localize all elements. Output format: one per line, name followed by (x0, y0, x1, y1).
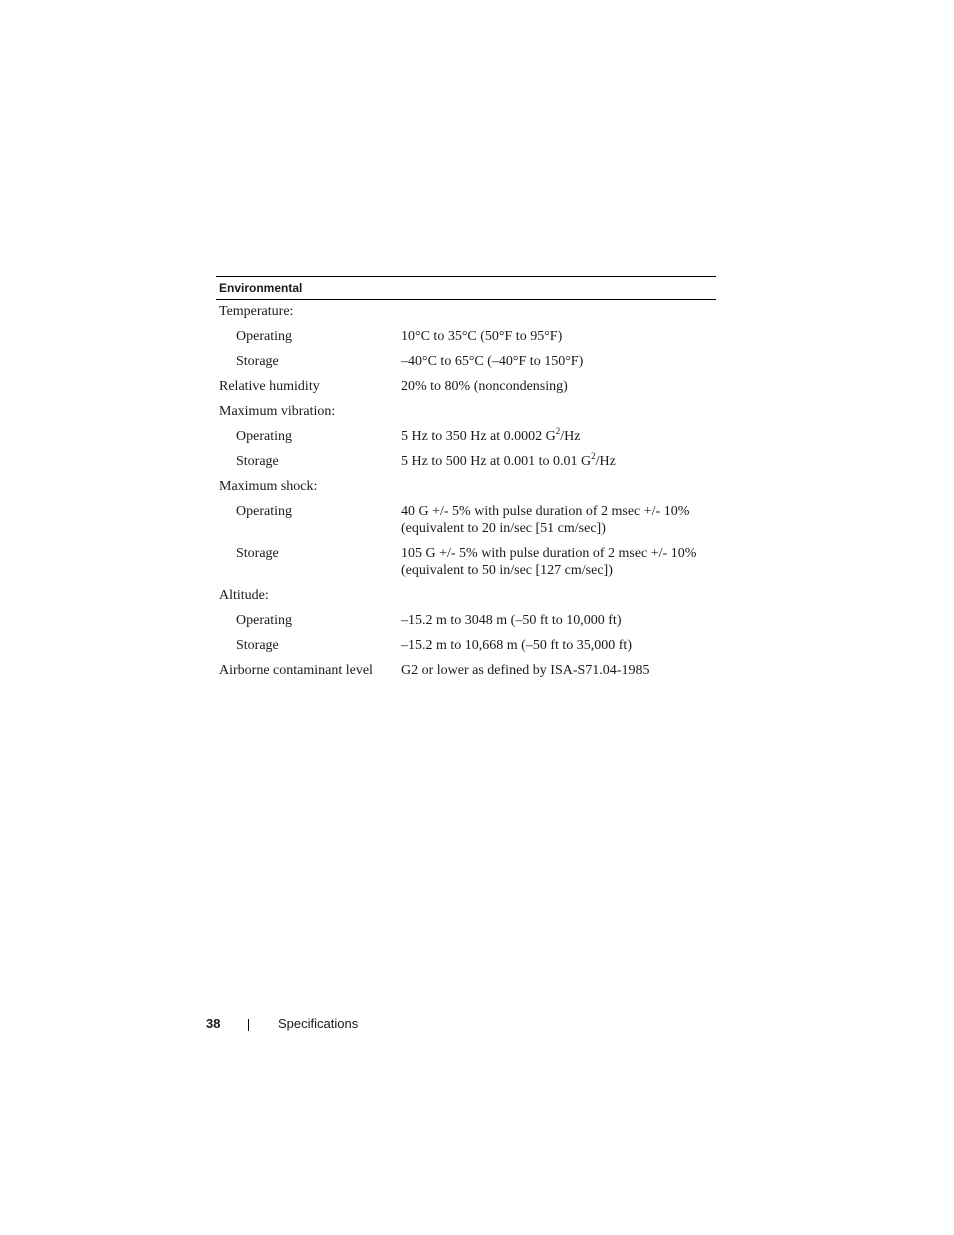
humidity-label: Relative humidity (219, 379, 320, 394)
temperature-operating-row (216, 325, 716, 350)
humidity-value: 20% to 80% (noncondensing) (401, 379, 568, 394)
footer-section-name: Specifications (278, 1016, 359, 1031)
shock-storage-value-line1: 105 G +/- 5% with pulse duration of 2 msec +/- 10% (401, 546, 697, 561)
shock-storage-row (216, 542, 716, 584)
table-body (216, 300, 716, 684)
vibration-storage-label: Storage (236, 454, 279, 469)
shock-operating-row (216, 500, 716, 542)
contaminant-row (216, 659, 716, 684)
shock-storage-value (401, 545, 716, 579)
page-footer (206, 1016, 506, 1034)
shock-operating-value-line2: (equivalent to 20 in/sec [51 cm/sec]) (401, 521, 606, 536)
shock-label: Maximum shock: (219, 479, 318, 494)
vibration-storage-value (401, 453, 716, 470)
vibration-operating-exponent: 2 (555, 426, 561, 436)
altitude-storage-row (216, 634, 716, 659)
vibration-storage-exponent: 2 (591, 451, 596, 461)
vibration-operating-value-main: 5 Hz to 350 Hz at 0.0002 G (401, 429, 556, 444)
temperature-label: Temperature: (219, 304, 294, 319)
page-number: 38 (206, 1016, 221, 1031)
vibration-operating-label: Operating (236, 429, 292, 444)
shock-operating-label: Operating (236, 504, 292, 519)
vibration-storage-value-main: 5 Hz to 500 Hz at 0.001 to 0.01 G (401, 454, 592, 469)
vibration-label: Maximum vibration: (219, 404, 336, 419)
altitude-operating-label: Operating (236, 613, 292, 628)
shock-storage-value-line2: (equivalent to 50 in/sec [127 cm/sec]) (401, 563, 613, 578)
temperature-storage-label: Storage (236, 354, 279, 369)
vibration-operating-row (216, 425, 716, 450)
vibration-row (216, 400, 716, 425)
contaminant-label: Airborne contaminant level (219, 663, 373, 678)
vibration-storage-row (216, 450, 716, 475)
temperature-operating-value: 10°C to 35°C (50°F to 95°F) (401, 329, 563, 344)
vibration-operating-value (401, 428, 716, 445)
contaminant-value: G2 or lower as defined by ISA-S71.04-1985 (401, 663, 650, 678)
shock-operating-value (401, 503, 716, 537)
environmental-spec-table (216, 276, 716, 684)
footer-divider (248, 1019, 249, 1031)
altitude-storage-label: Storage (236, 638, 279, 653)
temperature-storage-value: –40°C to 65°C (–40°F to 150°F) (401, 354, 584, 369)
temperature-operating-label: Operating (236, 329, 292, 344)
altitude-label: Altitude: (219, 588, 269, 603)
shock-operating-value-line1: 40 G +/- 5% with pulse duration of 2 msec +/- 10% (401, 504, 690, 519)
vibration-operating-value-unit: /Hz (560, 429, 581, 444)
altitude-storage-value: –15.2 m to 10,668 m (–50 ft to 35,000 ft) (401, 638, 632, 653)
shock-row (216, 475, 716, 500)
altitude-operating-row (216, 609, 716, 634)
table-header: Environmental (216, 276, 716, 300)
shock-storage-label: Storage (236, 546, 279, 561)
altitude-operating-value: –15.2 m to 3048 m (–50 ft to 10,000 ft) (401, 613, 622, 628)
temperature-row (216, 300, 716, 325)
temperature-storage-row (216, 350, 716, 375)
humidity-row (216, 375, 716, 400)
vibration-storage-value-unit: /Hz (595, 454, 616, 469)
altitude-row (216, 584, 716, 609)
